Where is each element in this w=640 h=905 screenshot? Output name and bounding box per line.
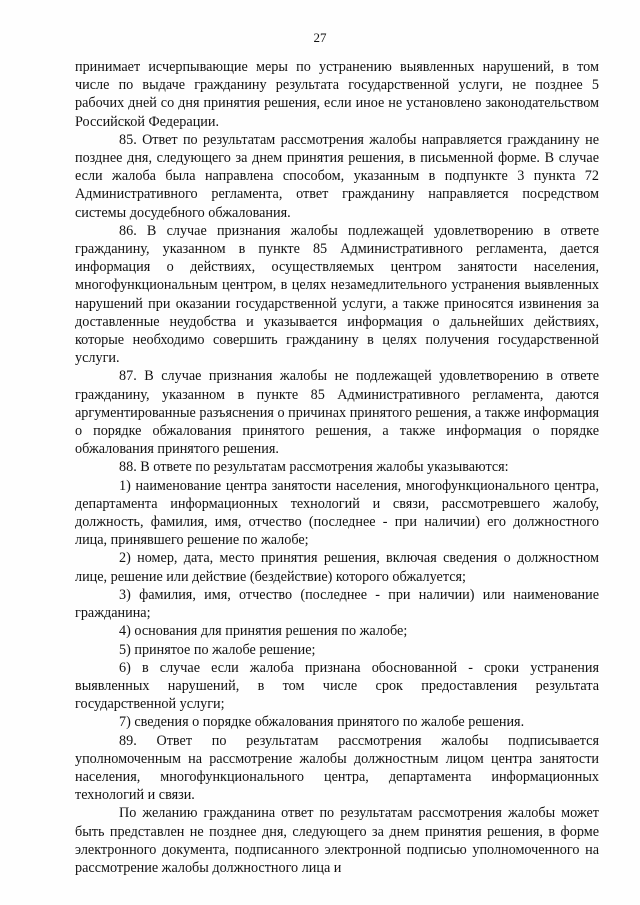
paragraph-86: 86. В случае признания жалобы подлежащей удовлетворению в ответе гражданину, указанном в пункте 85 Административного регламента, дается информация о действиях, осуществляемых центром занятости населения, многофункциональным центром, в целях незамедлительного устранения выявленных нарушений при оказании государственной услуги, а также приносятся извинения за доставленные неудобства и указывается информация о дальнейших действиях, которые необходимо совершить гражданину в целях получения государственной услуги. xyxy=(75,222,599,367)
paragraph-88: 88. В ответе по результатам рассмотрения жалобы указываются: xyxy=(119,459,509,476)
list-item-1: 1) наименование центра занятости населения, многофункционального центра, департамента информационных технологий и связи, рассмотревшего жалобу, должность, фамилия, имя, отчество (последнее - при наличии) его должностного лица, принявшего решение по жалобе; xyxy=(75,477,599,549)
paragraph-85: 85. Ответ по результатам рассмотрения жалобы направляется гражданину не позднее дня, следующего за днем принятия решения, в письменной форме. В случае если жалоба была направлена способом, указанным в подпункте 3 пункта 72 Административного регламента, ответ гражданину направляется посредством системы досудебного обжалования. xyxy=(75,131,599,221)
paragraph-electronic-response: По желанию гражданина ответ по результатам рассмотрения жалобы может быть представлен не позднее дня, следующего за днем принятия решения, в форме электронного документа, подписанного электронной подписью уполномоченного на рассмотрение жалобы должностного лица и xyxy=(75,805,599,876)
paragraph-89: 89. Ответ по результатам рассмотрения жалобы подписывается уполномоченным на рассмотрение жалобы должностным лицом центра занятости населения, многофункционального центра, департамента информационных технологий и связи. xyxy=(75,732,599,804)
list-item-3: 3) фамилия, имя, отчество (последнее - при наличии) или наименование гражданина; xyxy=(75,586,599,622)
paragraph-continuation: принимает исчерпывающие меры по устранению выявленных нарушений, в том числе по выдаче гражданину результата государственной услуги, не позднее 5 рабочих дней со дня принятия решения, если иное не установлено законодательством Российской Федерации. xyxy=(75,59,599,130)
list-item-6: 6) в случае если жалоба признана обоснованной - сроки устранения выявленных нарушений, в том числе срок предоставления результата государственной услуги; xyxy=(75,659,599,713)
list-item-7: 7) сведения о порядке обжалования принятого по жалобе решения. xyxy=(119,714,525,731)
paragraph-87: 87. В случае признания жалобы не подлежащей удовлетворению в ответе гражданину, указанном в пункте 85 Административного регламента, даются аргументированные разъяснения о причинах принятого решения, а также информация о порядке обжалования принятого решения, а также информация о порядке обжалования принятого решения. xyxy=(75,368,599,458)
list-item-5: 5) принятое по жалобе решение; xyxy=(119,641,316,658)
page-number: 27 xyxy=(313,30,327,45)
document-body xyxy=(75,58,599,877)
list-item-2: 2) номер, дата, место принятия решения, включая сведения о должностном лице, решение или действие (бездействие) которого обжалуется; xyxy=(75,550,599,585)
list-item-4: 4) основания для принятия решения по жалобе; xyxy=(119,623,408,640)
